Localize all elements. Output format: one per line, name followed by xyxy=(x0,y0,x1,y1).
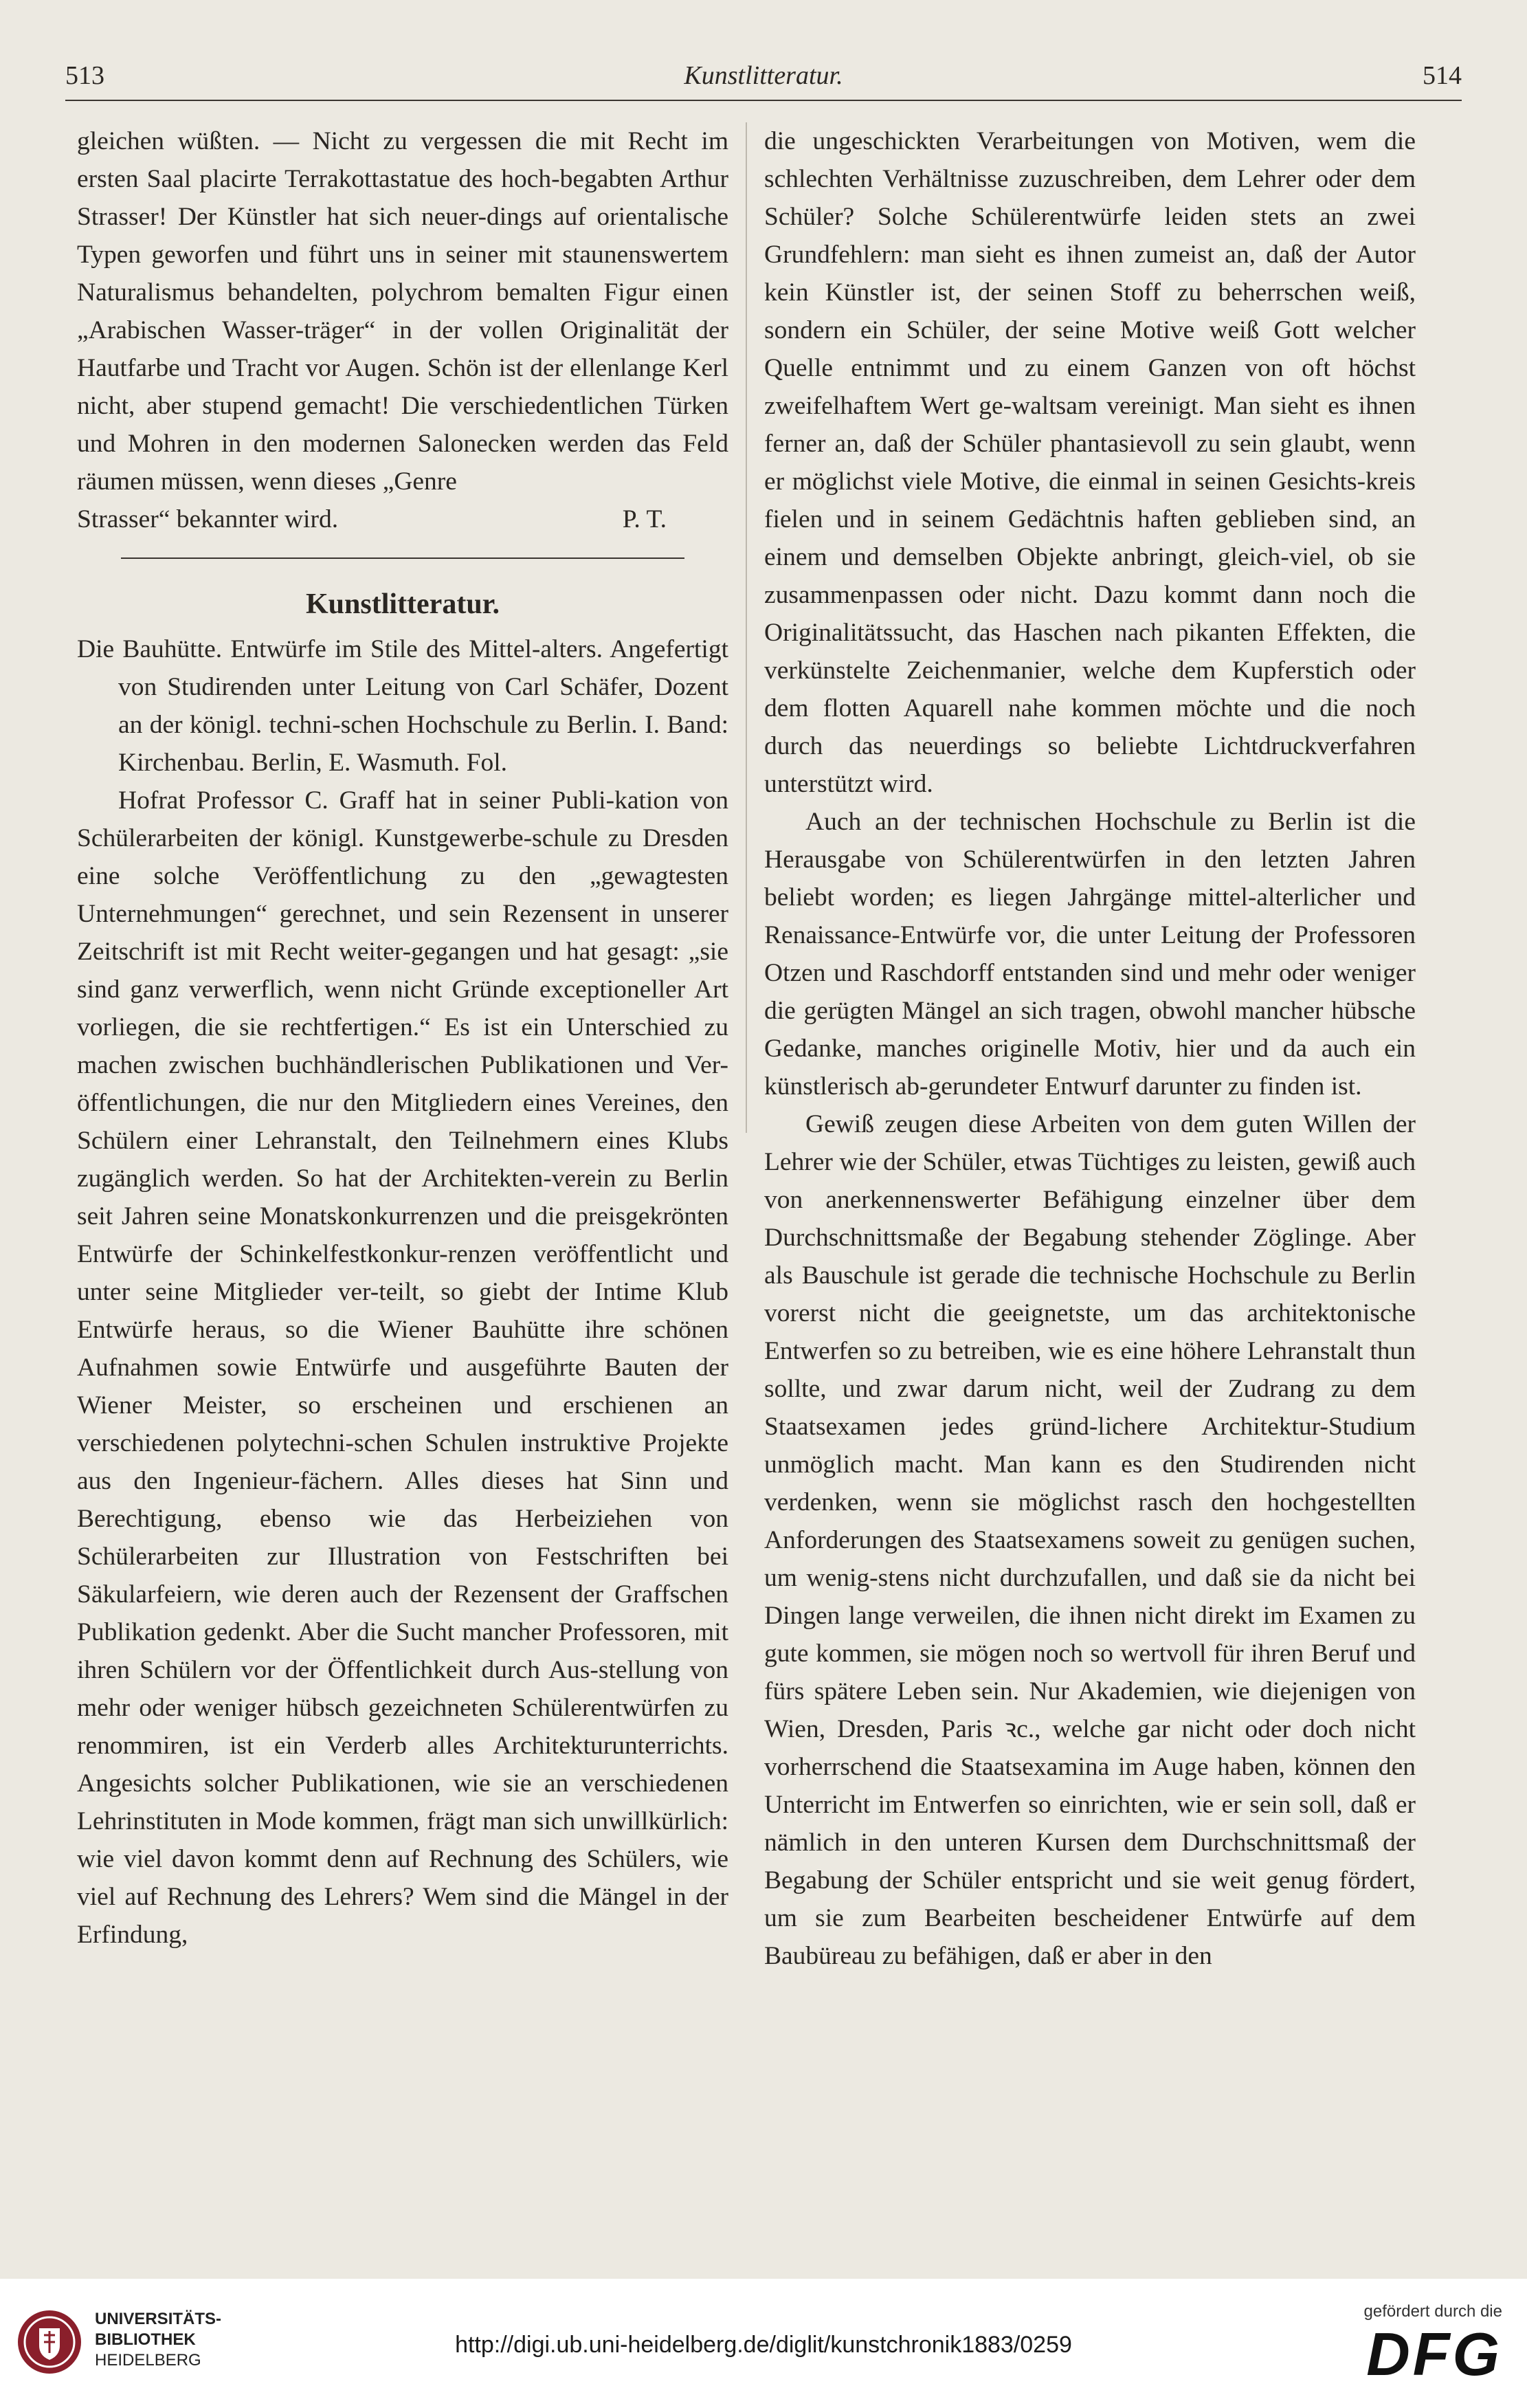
page-header xyxy=(65,56,1462,95)
paragraph-arabischer-wassertraeger: gleichen wüßten. — Nicht zu vergessen die mit Recht im ersten Saal placirte Terrakottastatue des hoch-begabten Arthur Strasser! Der Künstler hat sich neuer-dings auf orientalische Typen geworfen und führt uns in seiner mit staunenswertem Naturalismus behandelten, polychrom bemalten Figur einen „Arabischen Wasser-träger“ in der vollen Originalität der Hautfarbe und Tracht vor Augen. Schön ist der ellenlange Kerl nicht, aber stupend gemacht! Die verschiedentlichen Türken und Mohren in den modernen Salonecken werden das Feld räumen müssen, wenn dieses „Genre xyxy=(77,127,728,496)
signature-line xyxy=(77,500,728,538)
dfg-logo-icon: DFG xyxy=(1366,2320,1502,2388)
paragraph-hochschule-berlin: Auch an der technischen Hochschule zu Berlin ist die Herausgabe von Schülerentwürfen in den letzten Jahren beliebt worden; es liegen Jahrgänge mittel-alterlicher und Renaissance-Entwürfe vor, die unter Leitung der Professoren Otzen und Raschdorff entstanden sind und mehr oder weniger die gerügten Mängel an sich tragen, obwohl mancher hübsche Gedanke, manches originelle Motiv, hier und da auch ein künstlerisch ab-gerundeter Entwurf darunter zu finden ist. xyxy=(764,808,1416,1101)
funder-block xyxy=(1364,2302,1502,2387)
page-number-right: 514 xyxy=(1423,61,1462,90)
section-heading: Kunstlitteratur. xyxy=(306,588,500,620)
author-signature: P. T. xyxy=(622,505,667,533)
library-name-line1: UNIVERSITÄTS- xyxy=(95,2310,222,2328)
book-entry-bauhuette: Die Bauhütte. Entwürfe im Stile des Mittel-alters. Angefertigt von Studirenden unter Leitung von Carl Schäfer, Dozent an der königl. techni-schen Hochschule zu Berlin. I. Band: Kirchenbau. Berlin, E. Wasmuth. Fol. xyxy=(77,635,728,777)
right-column xyxy=(764,122,1416,1975)
header-rule xyxy=(65,100,1462,101)
paragraph-gewiss-zeugen: Gewiß zeugen diese Arbeiten von dem guten Willen der Lehrer wie der Schüler, etwas Tüchtiges zu leisten, gewiß auch von anerkennenswerter Befähigung einzelner über dem Durchschnittsmaße der Begabung stehender Zöglinge. Aber als Bauschule ist gerade die technische Hochschule zu Berlin vorerst nicht die geeignetste, um das architektonische Entwerfen so zu betreiben, wie es eine höhere Lehranstalt thun sollte, und zwar darum nicht, weil der Zudrang zu dem Staatsexamen jedes gründ-lichere Architektur-Studium unmöglich macht. Man kann es den Studirenden nicht verdenken, wenn sie möglichst rasch den hochgestellten Anforderungen des Staatsexamens soweit zu genügen suchen, um wenig-stens nicht durchzufallen, und daß sie da nicht bei Dingen lange verweilen, die ihnen nicht direkt im Examen zu gute kommen, sie mögen noch so wertvoll für ihren Beruf und fürs spätere Leben sein. Nur Akademien, wie diejenigen von Wien, Dresden, Paris ꝛc., welche gar nicht oder doch nicht vorherrschend die Staatsexamina im Auge haben, können den Unterricht im Entwerfen so einrichten, wie er sein soll, daß er nämlich in den unteren Kursen dem Durchschnittsmaß der Begabung der Schüler entspricht und sie weit genug fördert, um sie zum Bearbeiten bescheidener Entwürfe auf dem Baubüreau zu befähigen, daß er aber in den xyxy=(764,1110,1416,1970)
library-name-line3: HEIDELBERG xyxy=(95,2351,201,2370)
digitization-footer xyxy=(0,2279,1527,2408)
paragraph-schuelerentwuerfe: die ungeschickten Verarbeitungen von Motiven, wem die schlechten Verhältnisse zuzuschreiben, dem Lehrer oder dem Schüler? Solche Schülerentwürfe leiden stets an zwei Grundfehlern: man sieht es ihnen zumeist an, daß der Autor kein Künstler ist, der seinen Stoff zu beherrschen weiß, sondern ein Schüler, der seine Motive weiß Gott welcher Quelle entnimmt und zu einem Ganzen von oft höchst zweifelhaftem Wert ge-waltsam vereinigt. Man sieht es ihnen ferner an, daß der Schüler phantasievoll zu sein glaubt, wenn er möglichst viele Motive, die einmal in seinen Gesichts-kreis fielen und in seinem Gedächtnis haften geblieben sind, an einem und demselben Objekte anbringt, gleich-viel, ob sie zusammenpassen oder nicht. Dazu kommt dann noch die Originalitätssucht, das Haschen nach pikanten Effekten, die verkünstelte Zeichenmanier, welche dem Kupferstich oder dem flotten Aquarell nahe kommen möchte und die noch durch das neuerdings so beliebte Lichtdruckverfahren unterstützt wird. xyxy=(764,127,1416,798)
paragraph-last-line: Strasser“ bekannter wird. xyxy=(77,505,339,533)
funder-label: gefördert durch die xyxy=(1363,2302,1502,2321)
source-url-link[interactable]: http://digi.ub.uni-heidelberg.de/diglit/kunstchronik1883/0259 xyxy=(455,2332,1072,2358)
section-divider xyxy=(121,557,684,559)
page-number-left: 513 xyxy=(65,61,104,90)
library-name-line2: BIBLIOTHEK xyxy=(95,2330,196,2349)
column-divider xyxy=(746,122,747,1133)
left-column xyxy=(77,122,728,1954)
paragraph-graff-review: Hofrat Professor C. Graff hat in seiner Publi-kation von Schülerarbeiten der königl. Kunstgewerbe-schule zu Dresden eine solche Veröffentlichung zu den „gewagtesten Unternehmungen“ gerechnet, und sein Rezensent in unserer Zeitschrift ist mit Recht weiter-gegangen und hat gesagt: „sie sind ganz verwerflich, wenn nicht Gründe exceptioneller Art vorliegen, die sie rechtfertigen.“ Es ist ein Unterschied zu machen zwischen buchhändlerischen Publikationen und Ver-öffentlichungen, die nur den Mitgliedern eines Vereines, den Schülern einer Lehranstalt, den Teilnehmern eines Klubs zugänglich werden. So hat der Architekten-verein zu Berlin seit Jahren seine Monatskonkurrenzen und die preisgekrönten Entwürfe der Schinkelfestkonkur-renzen veröffentlicht und unter seine Mitglieder ver-teilt, so giebt der Intime Klub Entwürfe heraus, so die Wiener Bauhütte ihre schönen Aufnahmen sowie Entwürfe und ausgeführte Bauten der Wiener Meister, so erscheinen und erschienen an verschiedenen polytechni-schen Schulen instruktive Projekte aus den Ingenieur-fächern. Alles dieses hat Sinn und Berechtigung, ebenso wie das Herbeiziehen von Schülerarbeiten zur Illustration von Festschriften bei Säkularfeiern, wie deren auch der Rezensent der Graffschen Publikation gedenkt. Aber die Sucht mancher Professoren, mit ihren Schülern vor der Öffentlichkeit durch Aus-stellung von mehr oder weniger hübsch gezeichneten Schülerentwürfen zu renommiren, ist ein Verderb alles Architekturunterrichts. Angesichts solcher Publikationen, wie sie an verschiedenen Lehrinstituten in Mode kommen, frägt man sich unwillkürlich: wie viel davon kommt denn auf Rechnung des Schülers, wie viel auf Rechnung des Lehrers? Wem sind die Mängel in der Erfindung, xyxy=(77,786,728,1949)
running-title: Kunstlitteratur. xyxy=(684,61,843,90)
